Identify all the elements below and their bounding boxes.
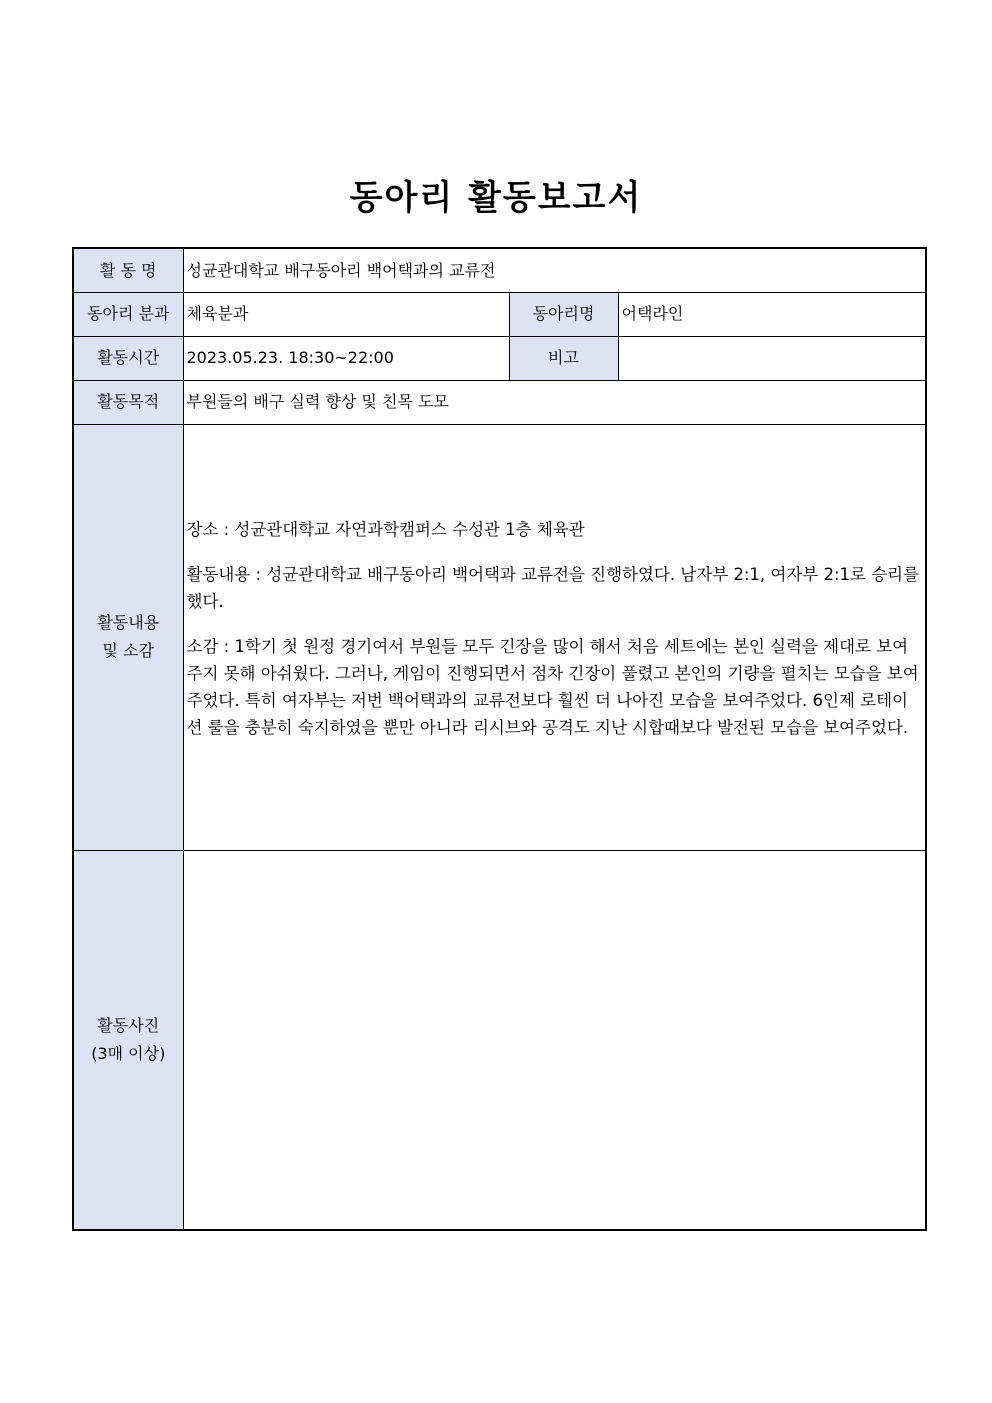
- row-activity-photos: [73, 850, 926, 1230]
- activity-photos-label-line2: (3매 이상): [91, 1043, 166, 1063]
- content-impressions: 소감 : 1학기 첫 원정 경기여서 부원들 모두 긴장을 많이 해서 처음 세트에는 본인 실력을 제대로 보여주지 못해 아쉬웠다. 그러나, 게임이 진행되면서 점차 긴장이 풀렸고 본인의 기량을 펼치는 모습을 보여주었다. 특히 여자부는 저번 백어택과의 교류전보다 훨씬 더 나아진 모습을 보여주었다. 6인제 로테이션 룰을 충분히 숙지하였을 뿐만 아니라 리시브와 공격도 지난 시합때보다 발전된 모습을 보여주었다.: [186, 636, 919, 737]
- activity-time-value: 2023.05.23. 18:30~22:00: [183, 336, 509, 380]
- activity-content-label: [73, 424, 183, 850]
- remarks-label: 비고: [509, 336, 618, 380]
- activity-content-text: [187, 516, 923, 741]
- activity-time-label: 활동시간: [73, 336, 183, 380]
- remarks-value: [618, 336, 926, 380]
- row-activity-name: [73, 248, 926, 292]
- document-title: 동아리 활동보고서: [349, 178, 643, 218]
- row-club-info: [73, 292, 926, 336]
- activity-photos-area: [183, 850, 926, 1230]
- row-activity-time: [73, 336, 926, 380]
- row-purpose: [73, 380, 926, 424]
- activity-photos-label-line1: 활동사진: [97, 1015, 160, 1035]
- club-name-label: 동아리명: [509, 292, 618, 336]
- purpose-label: 활동목적: [73, 380, 183, 424]
- content-place: 장소 : 성균관대학교 자연과학캠퍼스 수성관 1층 체육관: [186, 519, 585, 539]
- activity-content-label-line1: 활동내용: [97, 613, 160, 632]
- content-details: 활동내용 : 성균관대학교 배구동아리 백어택과 교류전을 진행하였다. 남자부 2:1, 여자부 2:1로 승리를 했다.: [186, 564, 920, 611]
- club-division-label: 동아리 분과: [73, 292, 183, 336]
- activity-content-value: [183, 424, 926, 850]
- activity-photos-label: [73, 850, 183, 1230]
- activity-name-label: 활 동 명: [73, 248, 183, 292]
- activity-name-value: 성균관대학교 배구동아리 백어택과의 교류전: [183, 248, 926, 292]
- purpose-value: 부원들의 배구 실력 향상 및 친목 도모: [183, 380, 926, 424]
- club-name-value: 어택라인: [618, 292, 926, 336]
- report-table: [72, 247, 927, 1231]
- row-activity-content: [73, 424, 926, 850]
- activity-content-label-line2: 및 소감: [102, 641, 154, 660]
- club-division-value: 체육분과: [183, 292, 509, 336]
